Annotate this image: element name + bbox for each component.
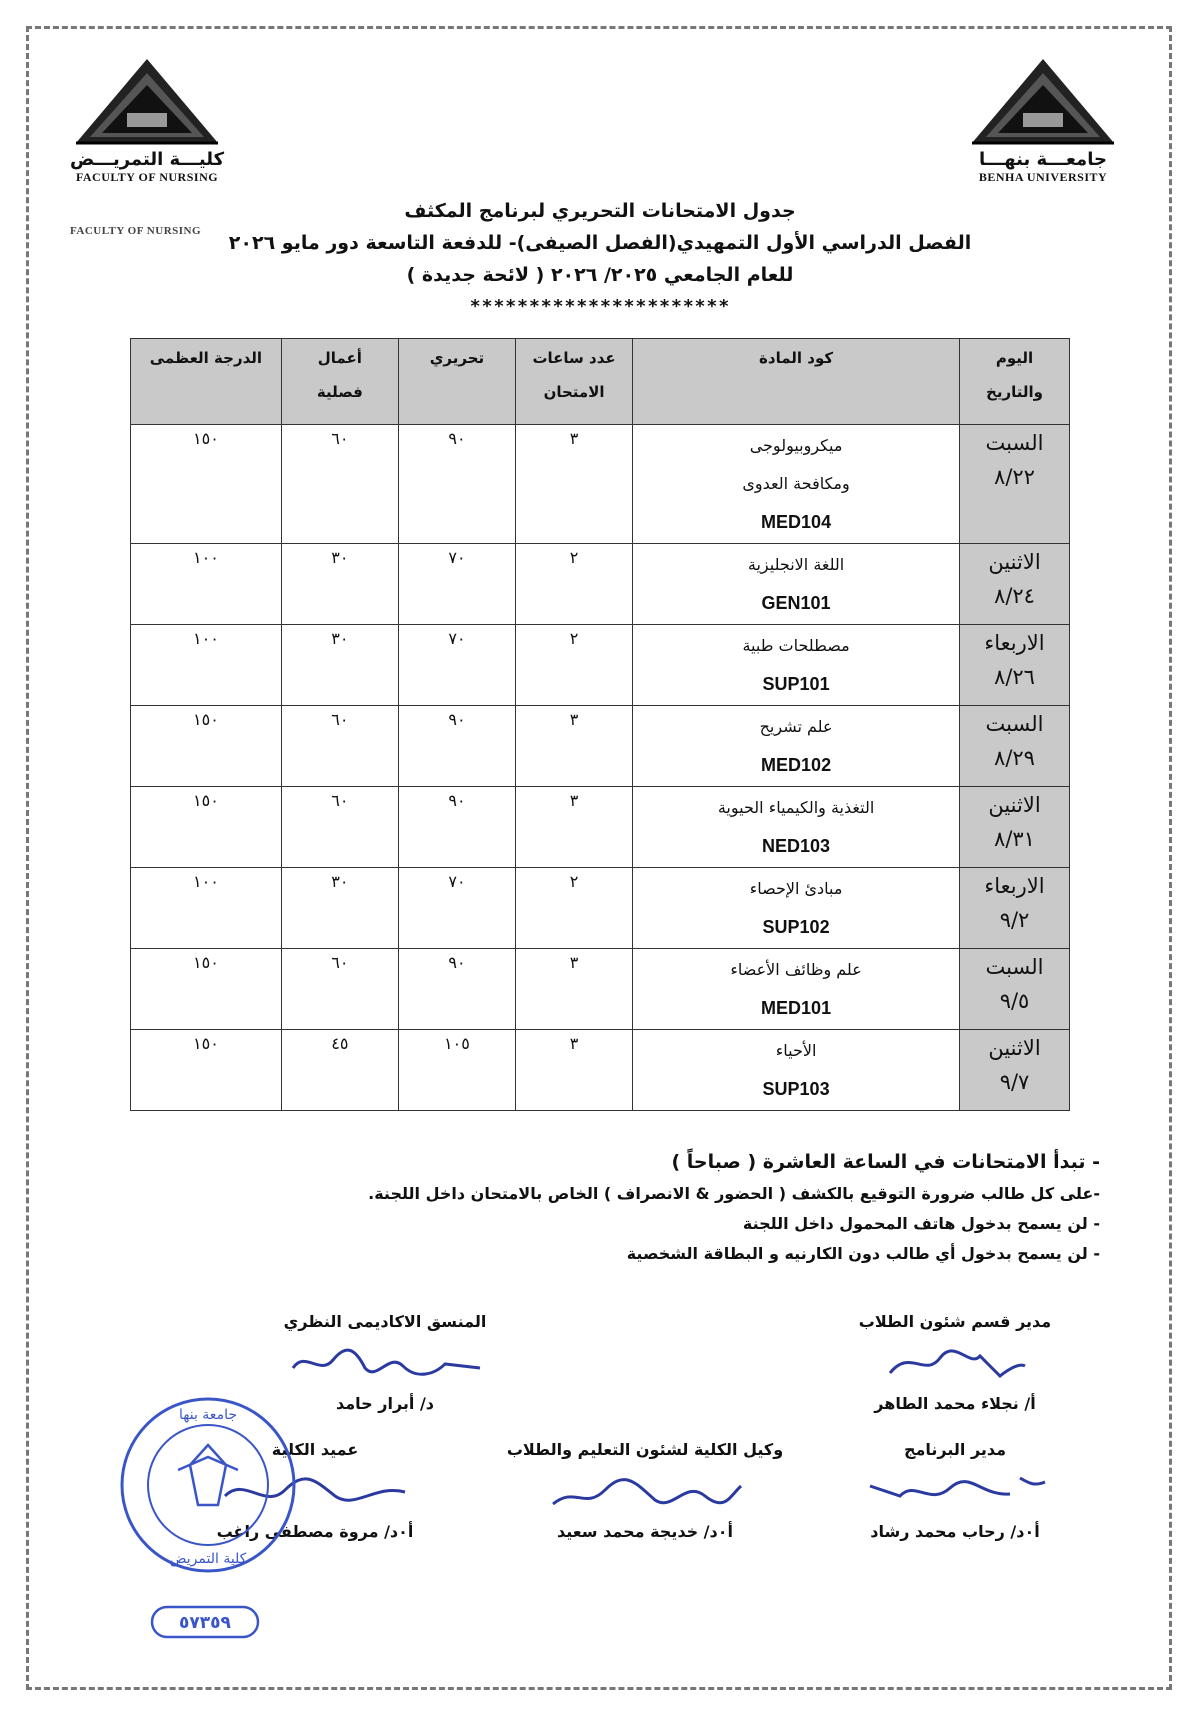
course-name: علم تشريح [759,717,833,736]
pyramid-emblem-icon [968,55,1118,147]
note-item: - لن يسمح بدخول أي طالب دون الكارنيه و البطاقة الشخصية [626,1244,1100,1263]
exam-date: ٨/٢٤ [994,584,1035,608]
day-name: الاثنين [988,550,1041,574]
total-score-cell: ١٥٠ [131,949,282,1030]
day-name: السبت [985,712,1044,736]
exam-date: ٨/٣١ [994,827,1035,851]
title-line-1: جدول الامتحانات التحريري لبرنامج المكثف [404,200,796,222]
course-code: SUP102 [762,917,830,937]
faculty-logo [52,55,242,185]
course-name: التغذية والكيمياء الحيوية [717,798,875,817]
header-written: تحريري [398,339,515,425]
course-code: MED102 [761,755,832,775]
header-coursework [281,339,398,425]
day-date-cell [960,625,1070,706]
written-score-cell: ٩٠ [398,425,515,544]
faculty-logo-subtext: FACULTY OF NURSING [70,225,202,237]
table-row [131,544,1070,625]
coursework-score-cell: ٦٠ [281,706,398,787]
header-coursework-line-2: فصلية [316,383,363,401]
written-score-cell: ٧٠ [398,868,515,949]
header-day-line-1: اليوم [995,349,1034,367]
course-cell [633,949,960,1030]
handwritten-signature [790,1334,1120,1392]
written-score-cell: ١٠٥ [398,1030,515,1111]
course-code: SUP103 [762,1079,830,1099]
stamp-seal-icon [118,1395,298,1575]
serial-number: ٥٧٣٥٩ [179,1613,231,1633]
header-coursework-line-1: أعمال [317,349,362,367]
signature-name: أ٠د/ رحاب محمد رشاد [870,1522,1040,1541]
total-score-cell: ١٠٠ [131,625,282,706]
coursework-score-cell: ٣٠ [281,544,398,625]
exam-hours-cell: ٣ [516,949,633,1030]
exam-hours-cell: ٣ [516,1030,633,1111]
course-code: NED103 [762,836,831,856]
handwritten-signature [480,1462,810,1520]
total-score-cell: ١٥٠ [131,787,282,868]
course-name: اللغة الانجليزية [747,555,845,574]
exam-date: ٩/٢ [999,908,1030,932]
day-date-cell [960,949,1070,1030]
course-cell [633,1030,960,1111]
header-total: الدرجة العظمى [131,339,282,425]
day-date-cell [960,787,1070,868]
day-name: الاربعاء [984,631,1045,655]
table-row [131,1030,1070,1111]
day-date-cell [960,544,1070,625]
written-score-cell: ٧٠ [398,544,515,625]
day-name: السبت [985,431,1044,455]
day-date-cell [960,868,1070,949]
title-line-3: للعام الجامعي ٢٠٢٥/ ٢٠٢٦ ( لائحة جديدة ) [406,264,794,286]
course-name: ميكروبيولوجى [749,436,843,455]
table-row [131,868,1070,949]
coursework-score-cell: ٣٠ [281,625,398,706]
exam-date: ٨/٢٦ [994,665,1035,689]
official-stamp [118,1395,298,1579]
course-name: علم وظائف الأعضاء [730,960,862,979]
signature-vice-dean [480,1438,810,1544]
handwritten-signature [220,1334,550,1392]
course-cell [633,706,960,787]
course-cell [633,787,960,868]
note-start-time: - تبدأ الامتحانات في الساعة العاشرة ( صباحاً ) [671,1151,1100,1173]
signature-role: عميد الكلية [271,1440,359,1459]
exam-date: ٨/٢٢ [994,465,1035,489]
exam-hours-cell: ٣ [516,787,633,868]
header-hours-line-2: الامتحان [543,383,605,401]
written-score-cell: ٩٠ [398,949,515,1030]
course-cell [633,868,960,949]
day-name: الاثنين [988,793,1041,817]
coursework-score-cell: ٤٥ [281,1030,398,1111]
exam-date: ٨/٢٩ [994,746,1035,770]
course-name: مبادئ الإحصاء [749,879,843,898]
university-logo-english: BENHA UNIVERSITY [978,170,1108,184]
course-cell [633,425,960,544]
coursework-score-cell: ٦٠ [281,425,398,544]
course-code: SUP101 [762,674,830,694]
course-code: MED104 [761,512,832,532]
day-date-cell [960,425,1070,544]
exam-hours-cell: ٢ [516,868,633,949]
pyramid-emblem-icon [72,55,222,147]
title-stars: ********************** [469,296,731,317]
stamp-top-text: جامعة بنها [179,1407,237,1423]
exam-date: ٩/٥ [999,989,1030,1013]
signature-role: مدير البرنامج [903,1440,1007,1459]
course-code: GEN101 [761,593,831,613]
header-hours-line-1: عدد ساعات [532,349,616,367]
course-name: الأحياء [775,1041,817,1060]
day-name: الاثنين [988,1036,1041,1060]
signature-role: المنسق الاكاديمى النظري [283,1312,487,1331]
total-score-cell: ١٠٠ [131,868,282,949]
exam-hours-cell: ٢ [516,544,633,625]
handwritten-signature [790,1462,1120,1520]
coursework-score-cell: ٣٠ [281,868,398,949]
signature-program-director [790,1438,1120,1544]
table-row [131,949,1070,1030]
course-name: ومكافحة العدوى [742,474,850,493]
written-score-cell: ٩٠ [398,706,515,787]
table-row [131,787,1070,868]
signature-role: وكيل الكلية لشئون التعليم والطلاب [506,1440,784,1459]
day-date-cell [960,706,1070,787]
title-line-2: الفصل الدراسي الأول التمهيدي(الفصل الصيفى)- للدفعة التاسعة دور مايو ٢٠٢٦ [228,232,972,254]
written-score-cell: ٧٠ [398,625,515,706]
course-cell [633,625,960,706]
document-titles [200,195,1000,323]
course-code: MED101 [761,998,832,1018]
signature-name: أ٠د/ خديجة محمد سعيد [557,1522,733,1541]
header-course: كود المادة [633,339,960,425]
coursework-score-cell: ٦٠ [281,787,398,868]
signature-name: د/ أبرار حامد [335,1394,435,1413]
university-logo-arabic: جامعـــة بنهـــا [979,149,1107,170]
note-item: -على كل طالب ضرورة التوقيع بالكشف ( الحضور & الانصراف ) الخاص بالامتحان داخل اللجنة. [368,1184,1100,1203]
exam-date: ٩/٧ [999,1070,1030,1094]
table-header-row [131,339,1070,425]
header-day [960,339,1070,425]
faculty-logo-arabic: كليـــة التمريـــض [69,149,225,170]
serial-stamp [150,1605,260,1643]
written-score-cell: ٩٠ [398,787,515,868]
exam-hours-cell: ٣ [516,706,633,787]
exam-hours-cell: ٣ [516,425,633,544]
day-name: الاربعاء [984,874,1045,898]
exam-notes [110,1145,1100,1269]
exam-hours-cell: ٢ [516,625,633,706]
coursework-score-cell: ٦٠ [281,949,398,1030]
table-row [131,706,1070,787]
signature-name: أ/ نجلاء محمد الطاهر [874,1394,1036,1413]
day-date-cell [960,1030,1070,1111]
header-day-line-2: والتاريخ [986,383,1043,401]
total-score-cell: ١٥٠ [131,1030,282,1111]
total-score-cell: ١٥٠ [131,425,282,544]
total-score-cell: ١٠٠ [131,544,282,625]
signature-role: مدير قسم شئون الطلاب [858,1312,1052,1331]
header-hours [516,339,633,425]
stamp-bottom-text: كلية التمريض [169,1551,247,1567]
note-item: - لن يسمح بدخول هاتف المحمول داخل اللجنة [742,1214,1100,1233]
signature-name: أ٠د/ مروة مصطفى راغب [216,1522,414,1541]
total-score-cell: ١٥٠ [131,706,282,787]
course-cell [633,544,960,625]
course-name: مصطلحات طبية [742,636,850,655]
table-row [131,425,1070,544]
faculty-logo-english: FACULTY OF NURSING [75,170,219,184]
day-name: السبت [985,955,1044,979]
exam-schedule-table [130,338,1070,1111]
signature-student-affairs [790,1310,1120,1416]
table-row [131,625,1070,706]
university-logo [948,55,1138,185]
